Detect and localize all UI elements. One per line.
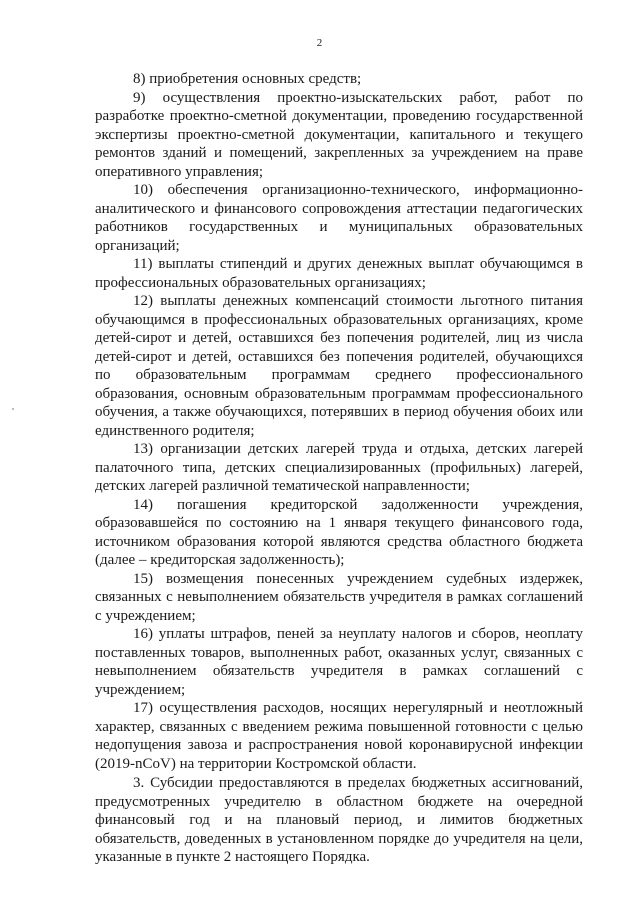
- list-item-15: 15) возмещения понесенных учреждением судебных издержек, связанных с невыполнением обязательств учредителя в рамках соглашений с учреждением;: [95, 570, 583, 624]
- document-body: [95, 70, 583, 867]
- list-item-13: 13) организации детских лагерей труда и отдыха, детских лагерей палаточного типа, детских специализированных (профильных) лагерей, детских лагерей различной тематической направленности;: [95, 441, 583, 494]
- list-item-11: 11) выплаты стипендий и других денежных выплат обучающимся в профессиональных образовательных организациях;: [95, 256, 583, 291]
- list-item-12: 12) выплаты денежных компенсаций стоимости льготного питания обучающимся в профессиональных образовательных организациях, кроме детей-сирот и детей, оставшихся без попечения родителей, лиц из числа детей-сирот и детей, оставшихся без попечения родителей, обучающихся по образовательным программам среднего профессионального образования, основным образовательным программам профессионального обучения, а также обучающихся, потерявших в период обучения обоих или единственного родителя;: [95, 293, 583, 439]
- list-item-8: 8) приобретения основных средств;: [133, 71, 362, 87]
- list-item-14: 14) погашения кредиторской задолженности учреждения, образовавшейся по состоянию на 1 января текущего финансового года, источником образования которой являются средства областного бюджета (далее – кредиторская задолженность);: [95, 496, 583, 568]
- page-number: 2: [316, 37, 323, 49]
- list-item-9: 9) осуществления проектно-изыскательских работ, работ по разработке проектно-сметной документации, проведению государственной экспертизы проектно-сметной документации, капитального и текущего ремонтов зданий и помещений, закрепленных за учреждением на праве оперативного управления;: [95, 89, 583, 180]
- list-item-16: 16) уплаты штрафов, пеней за неуплату налогов и сборов, неоплату поставленных товаров, выполненных работ, оказанных услуг, связанных с невыполнением обязательств учредителя в рамках соглашений с учреждением;: [95, 626, 583, 698]
- list-item-17: 17) осуществления расходов, носящих нерегулярный и неотложный характер, связанных с введением режима повышенной готовности с целью недопущения завоза и распространения новой коронавирусной инфекции (2019-nCoV) на территории Костромской области.: [95, 700, 583, 772]
- list-item-10: 10) обеспечения организационно-технического, информационно-аналитического и финансового сопровождения аттестации педагогических работников государственных и муниципальных образовательных организаций;: [95, 182, 583, 254]
- section-3-paragraph: 3. Субсидии предоставляются в пределах бюджетных ассигнований, предусмотренных учредителю в областном бюджете на очередной финансовый год и на плановый период, и лимитов бюджетных обязательств, доведенных в установленном порядке до учредителя на цели, указанные в пункте 2 настоящего Порядка.: [95, 775, 583, 865]
- margin-mark: [12, 408, 14, 410]
